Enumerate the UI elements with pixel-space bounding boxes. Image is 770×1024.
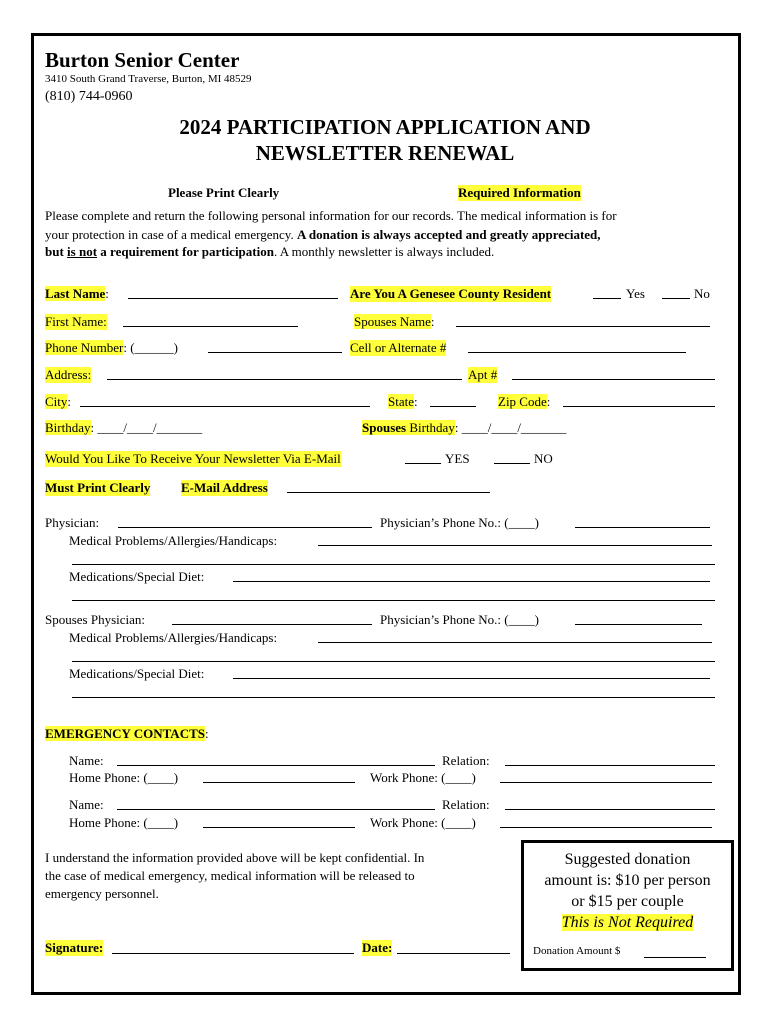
intro-line3-a: but	[45, 244, 68, 259]
address-field[interactable]	[107, 379, 462, 380]
spouses-birthday-b: Birthday	[406, 420, 455, 435]
cell-label: Cell or Alternate #	[350, 340, 447, 355]
ec2-relation-label: Relation:	[442, 797, 490, 812]
ec2-home-phone-text: Home Phone:	[69, 815, 141, 830]
spouses-name-label-text: Spouses Name	[354, 314, 431, 329]
phone-number-field[interactable]	[208, 352, 342, 353]
city-label: City:	[45, 394, 72, 409]
spouses-birthday-field[interactable]: ____/____/_______	[461, 420, 567, 435]
phone-number-label: Phone Number: (______)	[45, 340, 178, 355]
cell-field[interactable]	[468, 352, 686, 353]
intro-line3-plain: . A monthly newsletter is always included.	[273, 244, 495, 259]
physician-phone-field[interactable]	[575, 527, 710, 528]
physician-field[interactable]	[118, 527, 372, 528]
last-name-label: Last Name:	[45, 286, 109, 301]
genesee-yes-label: Yes	[626, 286, 645, 301]
zip-field[interactable]	[563, 406, 715, 407]
ec1-home-phone-label	[69, 770, 178, 786]
spouses-name-label: Spouses Name:	[354, 314, 435, 329]
ec2-home-phone-field[interactable]	[203, 827, 355, 828]
spouses-physician-field[interactable]	[172, 624, 372, 625]
ec1-home-phone-text: Home Phone:	[69, 770, 141, 785]
org-phone: (810) 744-0960	[45, 89, 133, 104]
donation-line1: Suggested donation	[564, 851, 691, 868]
genesee-no-label: No	[694, 286, 710, 301]
consent-line1: I understand the information provided above will be kept confidential. In	[45, 850, 425, 865]
last-name-field[interactable]	[128, 298, 338, 299]
email-address-label: E-Mail Address	[181, 480, 268, 495]
spouses-physician-phone-field[interactable]	[575, 624, 702, 625]
intro-line3-b: a requirement for participation	[97, 244, 274, 259]
last-name-label-text: Last Name	[45, 286, 106, 301]
form-title-line1: 2024 PARTICIPATION APPLICATION AND	[179, 115, 591, 139]
spouses-medical-problems-field[interactable]	[318, 642, 712, 643]
first-name-field[interactable]	[123, 326, 298, 327]
genesee-resident-label: Are You A Genesee County Resident	[350, 286, 552, 301]
zip-label-text: Zip Code	[498, 394, 547, 409]
medical-problems-label: Medical Problems/Allergies/Handicaps:	[69, 533, 278, 548]
birthday-label: Birthday: ____/____/_______	[45, 420, 203, 435]
physician-phone-area[interactable]: (____)	[504, 515, 539, 530]
spouses-medical-problems-label: Medical Problems/Allergies/Handicaps:	[69, 630, 278, 645]
intro-donation-text: A donation is always accepted and greatly appreciated,	[296, 227, 601, 242]
ec2-home-phone-label	[69, 815, 178, 831]
spouses-medications-field-2[interactable]	[72, 697, 715, 698]
spouses-physician-phone-text: Physician’s Phone No.:	[380, 612, 501, 627]
spouses-birthday-label: Spouses Birthday: ____/____/_______	[362, 420, 567, 435]
newsletter-yes-blank[interactable]	[405, 463, 441, 464]
intro-line2-text: your protection in case of a medical emergency.	[45, 227, 297, 242]
city-field[interactable]	[80, 406, 370, 407]
date-label: Date:	[362, 940, 393, 955]
form-title-line2: NEWSLETTER RENEWAL	[255, 141, 515, 165]
ec1-work-area[interactable]: (____)	[441, 770, 476, 785]
physician-phone-label-text: Physician’s Phone No.:	[380, 515, 501, 530]
ec2-work-phone-label	[370, 815, 476, 831]
physician-label: Physician:	[45, 515, 100, 530]
intro-line3-underlined: is not	[67, 244, 98, 259]
phone-number-label-text: Phone Number	[45, 340, 124, 355]
spouses-physician-label: Spouses Physician:	[45, 612, 146, 627]
spouses-medications-field[interactable]	[233, 678, 710, 679]
ec2-name-label: Name:	[69, 797, 104, 812]
ec1-relation-label: Relation:	[442, 753, 490, 768]
ec1-work-phone-text: Work Phone:	[370, 770, 438, 785]
ec1-relation-field[interactable]	[505, 765, 715, 766]
zip-label: Zip Code:	[498, 394, 551, 409]
apt-label: Apt #	[468, 367, 498, 382]
ec1-name-label: Name:	[69, 753, 104, 768]
spouses-physician-phone-area[interactable]: (____)	[504, 612, 539, 627]
ec2-work-phone-text: Work Phone:	[370, 815, 438, 830]
genesee-yes-blank[interactable]	[593, 298, 621, 299]
address-label: Address:	[45, 367, 92, 382]
birthday-field[interactable]: ____/____/_______	[97, 420, 203, 435]
newsletter-email-label: Would You Like To Receive Your Newsletter Via E-Mail	[45, 451, 341, 466]
newsletter-no-blank[interactable]	[494, 463, 530, 464]
print-clearly-note: Please Print Clearly	[168, 185, 280, 200]
medications-label: Medications/Special Diet:	[69, 569, 205, 584]
donation-line2: amount is: $10 per person	[544, 872, 711, 889]
intro-line2	[45, 227, 601, 243]
spouses-birthday-a: Spouses	[362, 420, 407, 435]
ec1-work-phone-field[interactable]	[500, 782, 712, 783]
medical-problems-field[interactable]	[318, 545, 712, 546]
emergency-contacts-heading-text: EMERGENCY CONTACTS	[45, 726, 205, 741]
spouses-medical-problems-field-2[interactable]	[72, 661, 715, 662]
date-field[interactable]	[397, 953, 510, 954]
physician-phone-label	[380, 515, 539, 531]
intro-line1: Please complete and return the following personal information for our records. The medical information is for	[45, 208, 617, 223]
email-address-field[interactable]	[287, 492, 490, 493]
ec1-home-area[interactable]: (____)	[143, 770, 179, 785]
medical-problems-field-2[interactable]	[72, 564, 715, 565]
medications-field-2[interactable]	[72, 600, 715, 601]
state-label: State:	[388, 394, 418, 409]
donation-line3: or $15 per couple	[571, 893, 684, 910]
org-address: 3410 South Grand Traverse, Burton, MI 48529	[45, 73, 252, 85]
ec2-home-area[interactable]: (____)	[143, 815, 179, 830]
signature-label: Signature:	[45, 940, 104, 955]
city-label-text: City	[45, 394, 68, 409]
ec1-name-field[interactable]	[117, 765, 435, 766]
donation-box	[521, 840, 734, 971]
donation-amount-label: Donation Amount $	[533, 945, 621, 957]
newsletter-no-label: NO	[534, 451, 553, 466]
intro-line3	[45, 244, 494, 260]
ec2-work-phone-field[interactable]	[500, 827, 712, 828]
ec2-relation-field[interactable]	[505, 809, 715, 810]
consent-line2: the case of medical emergency, medical information will be released to	[45, 868, 415, 883]
consent-line3: emergency personnel.	[45, 886, 159, 901]
ec1-home-phone-field[interactable]	[203, 782, 355, 783]
spouses-medications-label: Medications/Special Diet:	[69, 666, 205, 681]
not-required-text: This is Not Required	[561, 914, 694, 931]
must-print-label: Must Print Clearly	[45, 480, 151, 495]
ec2-work-area[interactable]: (____)	[441, 815, 476, 830]
emergency-contacts-heading: EMERGENCY CONTACTS:	[45, 726, 209, 741]
genesee-no-blank[interactable]	[662, 298, 690, 299]
required-info-legend: Required Information	[458, 185, 581, 200]
not-required-wrap	[524, 914, 731, 932]
donation-amount-field[interactable]	[644, 957, 706, 958]
state-label-text: State	[388, 394, 414, 409]
phone-area-code[interactable]: (______)	[130, 340, 178, 355]
ec1-work-phone-label	[370, 770, 476, 786]
medications-field[interactable]	[233, 581, 710, 582]
birthday-label-text: Birthday	[45, 420, 91, 435]
newsletter-yes-label: YES	[445, 451, 470, 466]
first-name-label: First Name:	[45, 314, 107, 329]
signature-field[interactable]	[112, 953, 354, 954]
spouses-physician-phone-label	[380, 612, 539, 628]
state-field[interactable]	[430, 406, 476, 407]
ec2-name-field[interactable]	[117, 809, 435, 810]
apt-field[interactable]	[512, 379, 715, 380]
org-name: Burton Senior Center	[45, 48, 240, 72]
spouses-name-field[interactable]	[456, 326, 710, 327]
